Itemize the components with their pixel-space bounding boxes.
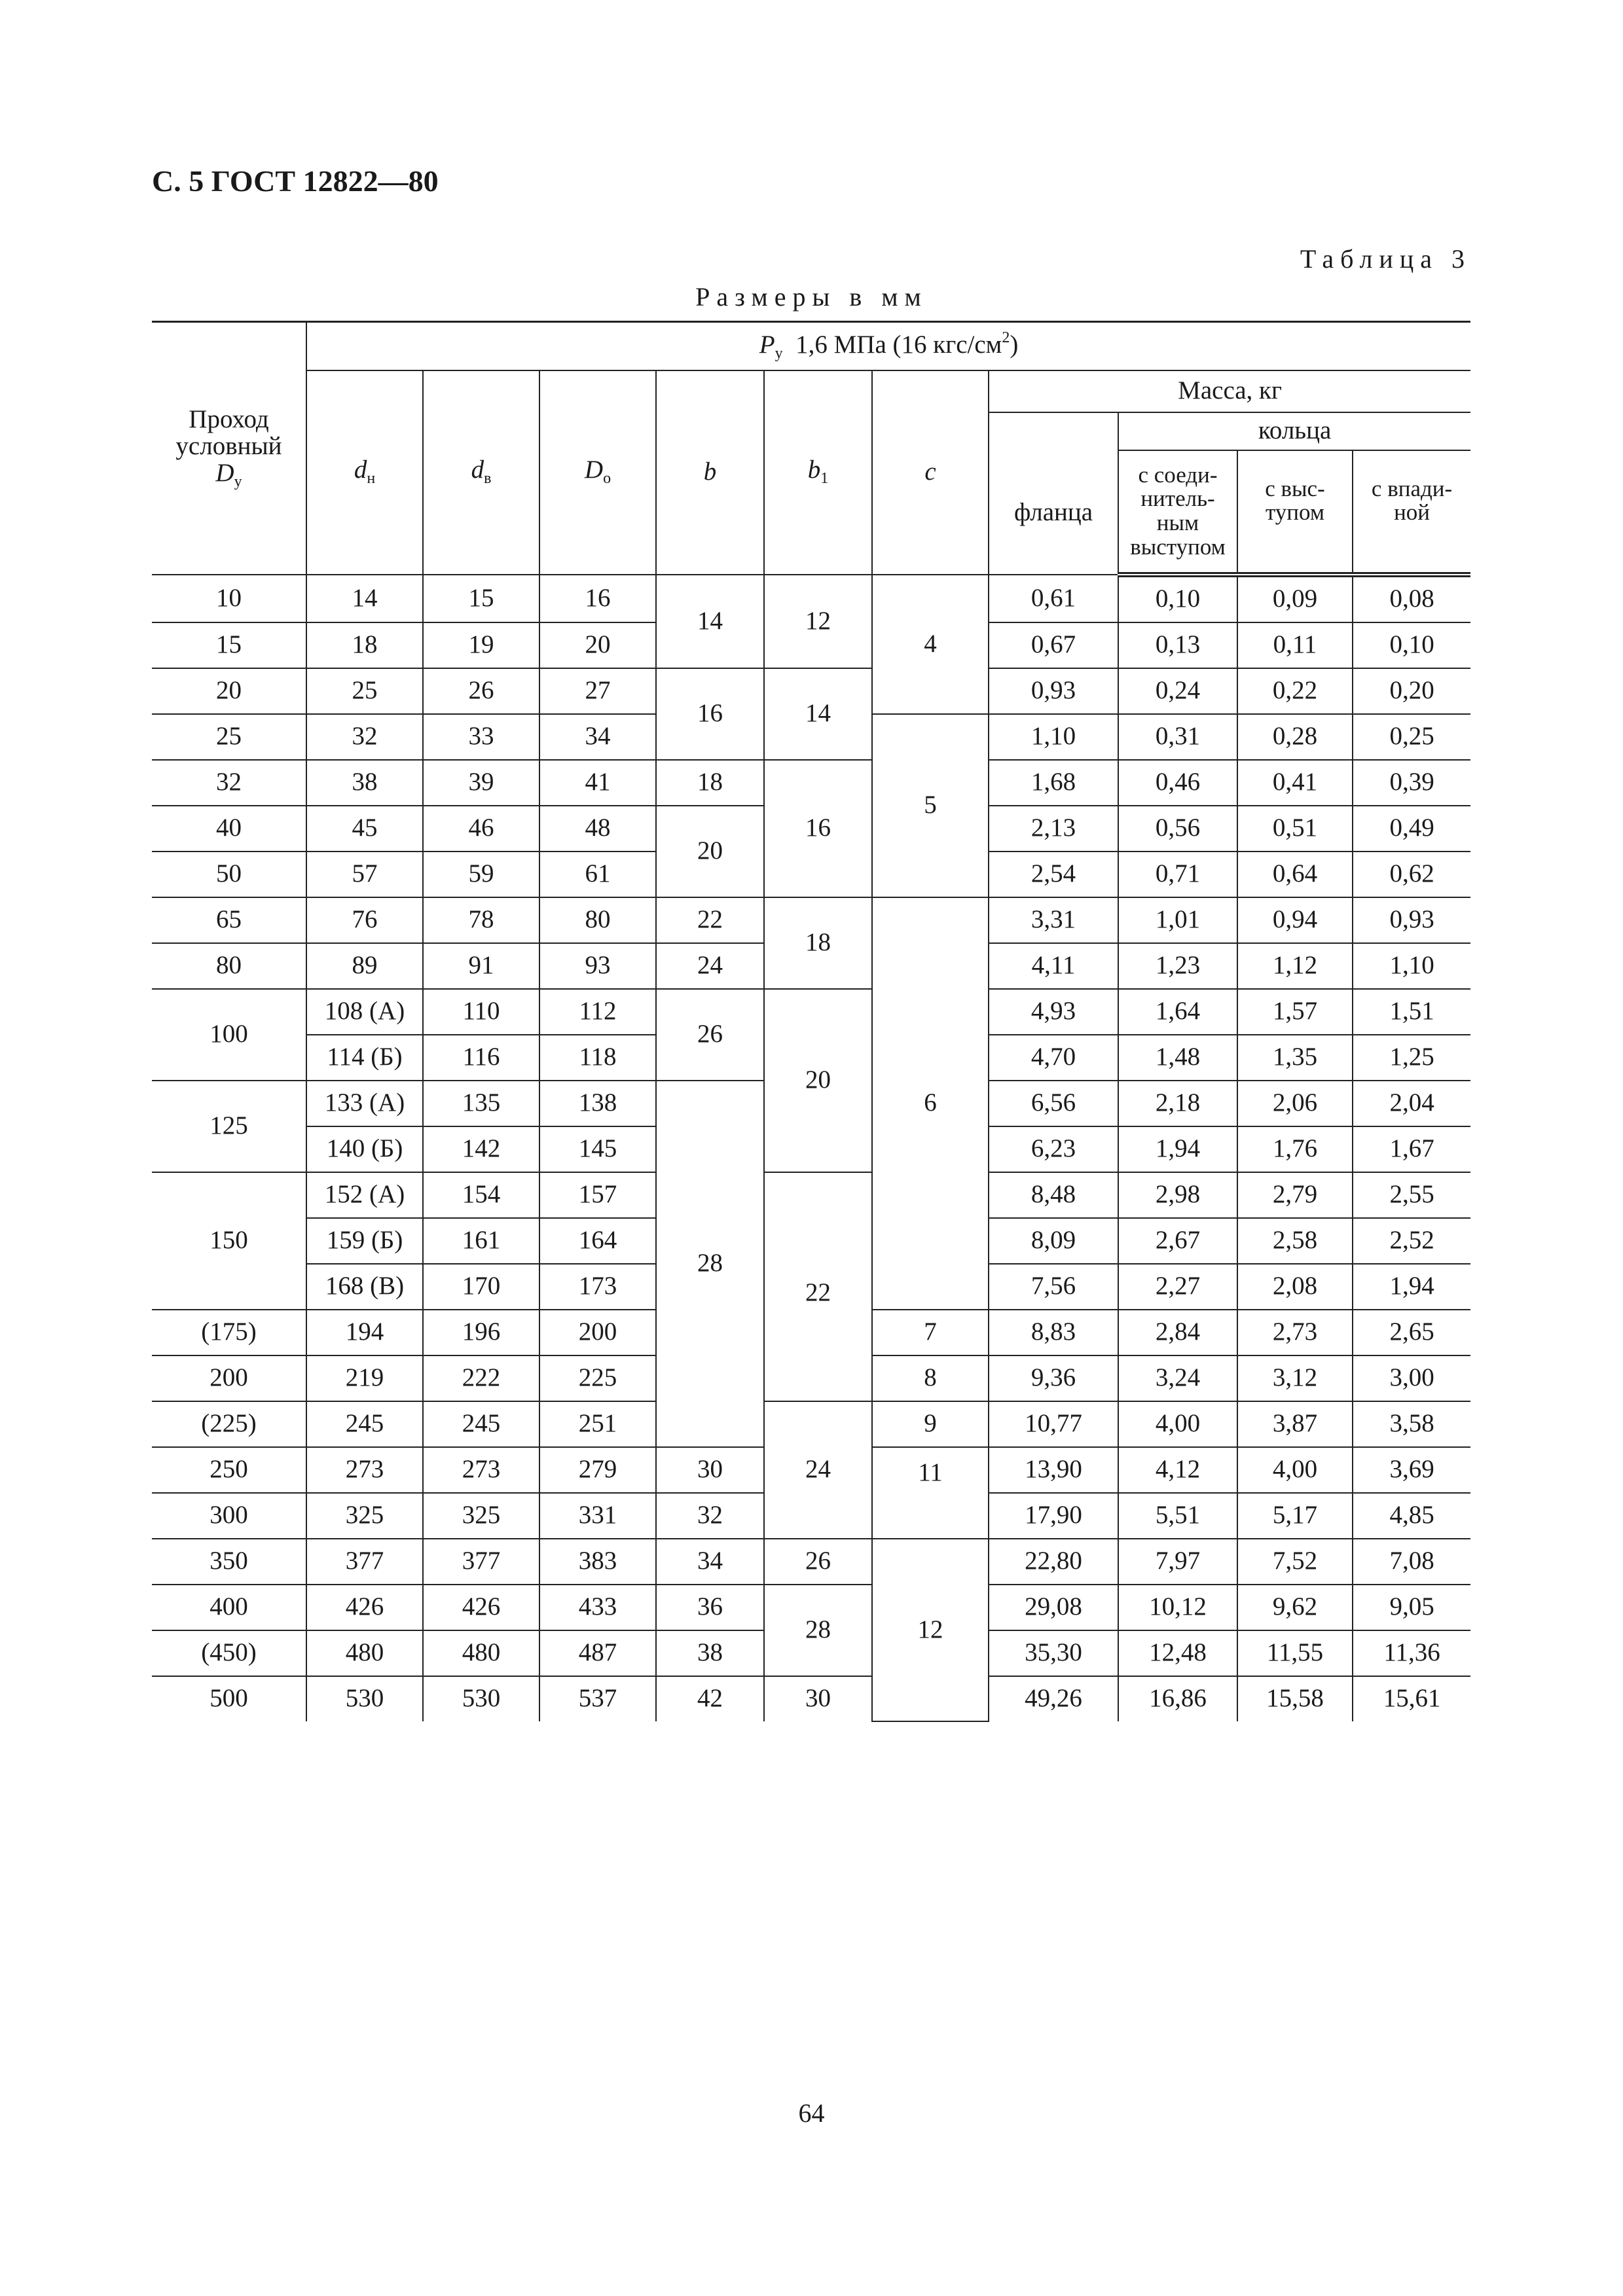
- cell-dn: 25: [306, 668, 423, 714]
- cell-mass-flange: 22,80: [989, 1539, 1118, 1585]
- cell-dy: 100: [152, 989, 306, 1081]
- cell-mass-ring1: 0,24: [1118, 668, 1237, 714]
- page-number: 64: [798, 2098, 825, 2128]
- cell-dy: 40: [152, 806, 306, 852]
- cell-mass-ring1: 3,24: [1118, 1355, 1237, 1401]
- cell-mass-ring2: 1,76: [1237, 1126, 1353, 1172]
- cell-mass-ring1: 1,48: [1118, 1035, 1237, 1081]
- header-b: b: [656, 370, 764, 575]
- cell-mass-ring1: 0,31: [1118, 714, 1237, 760]
- cell-mass-flange: 6,23: [989, 1126, 1118, 1172]
- cell-mass-ring2: 0,28: [1237, 714, 1353, 760]
- cell-b: 20: [656, 806, 764, 897]
- cell-mass-flange: 9,36: [989, 1355, 1118, 1401]
- cell-b: 26: [656, 989, 764, 1081]
- cell-dv: 142: [423, 1126, 539, 1172]
- cell-do: 537: [539, 1676, 656, 1721]
- cell-dn: 18: [306, 622, 423, 668]
- table-row: [152, 1172, 1470, 1218]
- cell-mass-ring3: 2,04: [1353, 1081, 1470, 1126]
- cell-mass-flange: 4,93: [989, 989, 1118, 1035]
- cell-c: 11: [872, 1447, 989, 1539]
- cell-b1: 14: [764, 668, 872, 760]
- cell-do: 383: [539, 1539, 656, 1585]
- cell-mass-flange: 49,26: [989, 1676, 1118, 1721]
- cell-do: 34: [539, 714, 656, 760]
- flange-dimensions-table: [152, 321, 1470, 1722]
- cell-dn: 480: [306, 1630, 423, 1676]
- cell-do: 251: [539, 1401, 656, 1447]
- cell-do: 93: [539, 943, 656, 989]
- cell-b1: 12: [764, 575, 872, 668]
- cell-dn: 426: [306, 1585, 423, 1630]
- cell-dv: 480: [423, 1630, 539, 1676]
- cell-mass-ring3: 0,93: [1353, 897, 1470, 943]
- cell-mass-flange: 0,93: [989, 668, 1118, 714]
- header-dy: Проход условный $D_у$: [152, 322, 306, 575]
- cell-dv: 377: [423, 1539, 539, 1585]
- cell-b1: 24: [764, 1401, 872, 1539]
- cell-mass-ring2: 1,12: [1237, 943, 1353, 989]
- cell-dn: 245: [306, 1401, 423, 1447]
- cell-c: 8: [872, 1355, 989, 1401]
- cell-mass-ring2: 0,22: [1237, 668, 1353, 714]
- cell-b: 34: [656, 1539, 764, 1585]
- cell-dv: 273: [423, 1447, 539, 1493]
- cell-mass-flange: 4,11: [989, 943, 1118, 989]
- cell-dy: 350: [152, 1539, 306, 1585]
- cell-mass-ring2: 0,51: [1237, 806, 1353, 852]
- cell-mass-ring2: 0,41: [1237, 760, 1353, 806]
- cell-mass-ring1: 0,56: [1118, 806, 1237, 852]
- cell-mass-ring2: 11,55: [1237, 1630, 1353, 1676]
- cell-mass-ring2: 9,62: [1237, 1585, 1353, 1630]
- cell-mass-flange: 3,31: [989, 897, 1118, 943]
- cell-dn: 377: [306, 1539, 423, 1585]
- cell-dn: 530: [306, 1676, 423, 1721]
- cell-do: 145: [539, 1126, 656, 1172]
- cell-b: 42: [656, 1676, 764, 1721]
- cell-mass-ring3: 7,08: [1353, 1539, 1470, 1585]
- cell-mass-flange: 0,67: [989, 622, 1118, 668]
- cell-mass-flange: 1,10: [989, 714, 1118, 760]
- cell-dv: 135: [423, 1081, 539, 1126]
- cell-b: 14: [656, 575, 764, 668]
- cell-mass-flange: 0,61: [989, 575, 1118, 622]
- cell-mass-ring1: 10,12: [1118, 1585, 1237, 1630]
- header-py: $P_у$ 1,6 МПа (16 кгс/$см^2$): [306, 322, 1470, 370]
- cell-do: 112: [539, 989, 656, 1035]
- cell-mass-ring1: 12,48: [1118, 1630, 1237, 1676]
- cell-b: 30: [656, 1447, 764, 1493]
- cell-dn: 76: [306, 897, 423, 943]
- cell-mass-ring2: 0,64: [1237, 852, 1353, 897]
- cell-mass-ring3: 3,00: [1353, 1355, 1470, 1401]
- cell-mass-ring1: 2,67: [1118, 1218, 1237, 1264]
- cell-dv: 91: [423, 943, 539, 989]
- header-b1: $b_1$: [764, 370, 872, 575]
- cell-b1: 26: [764, 1539, 872, 1585]
- cell-dn: 133 (А): [306, 1081, 423, 1126]
- cell-do: 41: [539, 760, 656, 806]
- header-ring-recess: с впади- ной: [1353, 450, 1470, 575]
- cell-do: 20: [539, 622, 656, 668]
- cell-mass-ring3: 15,61: [1353, 1676, 1470, 1721]
- cell-dv: 154: [423, 1172, 539, 1218]
- cell-mass-ring3: 3,69: [1353, 1447, 1470, 1493]
- header-dv: $d_в$: [423, 370, 539, 575]
- cell-do: 118: [539, 1035, 656, 1081]
- cell-dn: 159 (Б): [306, 1218, 423, 1264]
- table-row: [152, 1676, 1470, 1721]
- cell-b: 24: [656, 943, 764, 989]
- cell-dy: 80: [152, 943, 306, 989]
- cell-dv: 59: [423, 852, 539, 897]
- cell-dn: 219: [306, 1355, 423, 1401]
- cell-mass-flange: 1,68: [989, 760, 1118, 806]
- cell-mass-ring2: 15,58: [1237, 1676, 1353, 1721]
- cell-do: 27: [539, 668, 656, 714]
- cell-dn: 168 (В): [306, 1264, 423, 1310]
- cell-dv: 39: [423, 760, 539, 806]
- cell-mass-ring3: 1,25: [1353, 1035, 1470, 1081]
- cell-do: 80: [539, 897, 656, 943]
- cell-mass-ring2: 2,06: [1237, 1081, 1353, 1126]
- cell-do: 279: [539, 1447, 656, 1493]
- cell-mass-ring1: 1,94: [1118, 1126, 1237, 1172]
- cell-mass-ring2: 0,11: [1237, 622, 1353, 668]
- cell-mass-flange: 6,56: [989, 1081, 1118, 1126]
- cell-dv: 245: [423, 1401, 539, 1447]
- cell-mass-ring3: 0,49: [1353, 806, 1470, 852]
- cell-mass-ring2: 2,79: [1237, 1172, 1353, 1218]
- cell-mass-flange: 29,08: [989, 1585, 1118, 1630]
- cell-mass-ring1: 2,84: [1118, 1310, 1237, 1355]
- header-ring-joint: с соеди- нитель- ным выступом: [1118, 450, 1237, 575]
- cell-dy: 65: [152, 897, 306, 943]
- cell-mass-ring1: 2,18: [1118, 1081, 1237, 1126]
- cell-mass-ring2: 2,08: [1237, 1264, 1353, 1310]
- cell-dv: 46: [423, 806, 539, 852]
- cell-b: 32: [656, 1493, 764, 1539]
- cell-dv: 170: [423, 1264, 539, 1310]
- cell-mass-ring1: 1,01: [1118, 897, 1237, 943]
- cell-dy: 400: [152, 1585, 306, 1630]
- cell-mass-ring2: 5,17: [1237, 1493, 1353, 1539]
- header-ring-raised: с выс- тупом: [1237, 450, 1353, 575]
- table-row: [152, 897, 1470, 943]
- cell-do: 225: [539, 1355, 656, 1401]
- cell-mass-ring1: 0,71: [1118, 852, 1237, 897]
- cell-mass-ring3: 2,55: [1353, 1172, 1470, 1218]
- cell-do: 487: [539, 1630, 656, 1676]
- cell-dn: 140 (Б): [306, 1126, 423, 1172]
- cell-do: 138: [539, 1081, 656, 1126]
- cell-dv: 33: [423, 714, 539, 760]
- cell-mass-ring3: 1,67: [1353, 1126, 1470, 1172]
- cell-mass-ring2: 2,58: [1237, 1218, 1353, 1264]
- table-row: [152, 1539, 1470, 1585]
- cell-b1: 18: [764, 897, 872, 989]
- cell-mass-ring1: 7,97: [1118, 1539, 1237, 1585]
- header-flange: фланца: [989, 412, 1118, 575]
- cell-mass-ring1: 4,12: [1118, 1447, 1237, 1493]
- cell-b: 22: [656, 897, 764, 943]
- cell-dv: 110: [423, 989, 539, 1035]
- cell-dn: 89: [306, 943, 423, 989]
- cell-b1: 22: [764, 1172, 872, 1401]
- cell-dy: 300: [152, 1493, 306, 1539]
- cell-dn: 273: [306, 1447, 423, 1493]
- cell-dv: 161: [423, 1218, 539, 1264]
- cell-b1: 30: [764, 1676, 872, 1721]
- cell-mass-flange: 17,90: [989, 1493, 1118, 1539]
- cell-mass-ring3: 1,94: [1353, 1264, 1470, 1310]
- cell-dv: 530: [423, 1676, 539, 1721]
- cell-dv: 15: [423, 575, 539, 622]
- cell-mass-flange: 8,09: [989, 1218, 1118, 1264]
- cell-b1: 20: [764, 989, 872, 1172]
- header-dn: $d_н$: [306, 370, 423, 575]
- cell-do: 16: [539, 575, 656, 622]
- cell-c: 6: [872, 897, 989, 1310]
- cell-dy: 200: [152, 1355, 306, 1401]
- cell-mass-ring3: 1,10: [1353, 943, 1470, 989]
- cell-dy: 500: [152, 1676, 306, 1721]
- cell-b: 36: [656, 1585, 764, 1630]
- cell-mass-ring3: 0,10: [1353, 622, 1470, 668]
- cell-mass-ring3: 2,65: [1353, 1310, 1470, 1355]
- cell-dv: 26: [423, 668, 539, 714]
- cell-mass-ring2: 4,00: [1237, 1447, 1353, 1493]
- cell-dy: 50: [152, 852, 306, 897]
- cell-mass-ring2: 1,57: [1237, 989, 1353, 1035]
- cell-mass-ring3: 9,05: [1353, 1585, 1470, 1630]
- cell-dn: 152 (А): [306, 1172, 423, 1218]
- cell-dv: 426: [423, 1585, 539, 1630]
- cell-mass-ring3: 0,20: [1353, 668, 1470, 714]
- cell-b: 38: [656, 1630, 764, 1676]
- cell-mass-ring3: 11,36: [1353, 1630, 1470, 1676]
- table-row: [152, 760, 1470, 806]
- cell-mass-ring1: 1,64: [1118, 989, 1237, 1035]
- cell-mass-flange: 35,30: [989, 1630, 1118, 1676]
- cell-dy: 20: [152, 668, 306, 714]
- cell-mass-ring3: 0,25: [1353, 714, 1470, 760]
- cell-b: 16: [656, 668, 764, 760]
- cell-do: 61: [539, 852, 656, 897]
- cell-dv: 325: [423, 1493, 539, 1539]
- cell-mass-ring2: 3,12: [1237, 1355, 1353, 1401]
- cell-mass-flange: 8,83: [989, 1310, 1118, 1355]
- cell-mass-ring3: 3,58: [1353, 1401, 1470, 1447]
- cell-c: 9: [872, 1401, 989, 1447]
- cell-c: 7: [872, 1310, 989, 1355]
- cell-dy: 10: [152, 575, 306, 622]
- units-caption: Размеры в мм: [695, 282, 928, 312]
- cell-mass-ring3: 0,08: [1353, 575, 1470, 622]
- table-row: [152, 989, 1470, 1035]
- cell-do: 200: [539, 1310, 656, 1355]
- cell-mass-ring3: 1,51: [1353, 989, 1470, 1035]
- cell-mass-flange: 13,90: [989, 1447, 1118, 1493]
- cell-b1: 28: [764, 1585, 872, 1676]
- cell-do: 48: [539, 806, 656, 852]
- cell-mass-flange: 4,70: [989, 1035, 1118, 1081]
- cell-mass-ring2: 7,52: [1237, 1539, 1353, 1585]
- cell-b: 18: [656, 760, 764, 806]
- cell-dy: 32: [152, 760, 306, 806]
- cell-mass-ring3: 4,85: [1353, 1493, 1470, 1539]
- cell-mass-ring2: 2,73: [1237, 1310, 1353, 1355]
- cell-dn: 14: [306, 575, 423, 622]
- cell-b1: 16: [764, 760, 872, 897]
- cell-mass-ring3: 0,62: [1353, 852, 1470, 897]
- cell-mass-ring2: 1,35: [1237, 1035, 1353, 1081]
- cell-dv: 116: [423, 1035, 539, 1081]
- cell-mass-ring3: 0,39: [1353, 760, 1470, 806]
- cell-dy: (450): [152, 1630, 306, 1676]
- cell-dy: (225): [152, 1401, 306, 1447]
- cell-c: 12: [872, 1539, 989, 1721]
- header-rings: кольца: [1118, 412, 1470, 450]
- cell-mass-ring1: 0,46: [1118, 760, 1237, 806]
- cell-do: 331: [539, 1493, 656, 1539]
- cell-c: 5: [872, 714, 989, 897]
- cell-dy: 125: [152, 1081, 306, 1172]
- cell-dv: 78: [423, 897, 539, 943]
- cell-do: 157: [539, 1172, 656, 1218]
- cell-dy: 15: [152, 622, 306, 668]
- cell-mass-ring2: 0,09: [1237, 575, 1353, 622]
- cell-dn: 325: [306, 1493, 423, 1539]
- cell-mass-ring1: 5,51: [1118, 1493, 1237, 1539]
- cell-mass-ring2: 0,94: [1237, 897, 1353, 943]
- cell-mass-flange: 7,56: [989, 1264, 1118, 1310]
- cell-dy: (175): [152, 1310, 306, 1355]
- cell-dv: 19: [423, 622, 539, 668]
- cell-dn: 194: [306, 1310, 423, 1355]
- header-mass: Масса, кг: [989, 370, 1470, 412]
- header-do: $D_о$: [539, 370, 656, 575]
- cell-mass-ring1: 16,86: [1118, 1676, 1237, 1721]
- table-row: [152, 668, 1470, 714]
- cell-mass-flange: 2,13: [989, 806, 1118, 852]
- page-header: С. 5 ГОСТ 12822—80: [152, 164, 439, 198]
- cell-mass-ring1: 0,13: [1118, 622, 1237, 668]
- cell-dn: 57: [306, 852, 423, 897]
- cell-dy: 250: [152, 1447, 306, 1493]
- cell-dn: 114 (Б): [306, 1035, 423, 1081]
- cell-do: 433: [539, 1585, 656, 1630]
- cell-dy: 25: [152, 714, 306, 760]
- cell-mass-ring2: 3,87: [1237, 1401, 1353, 1447]
- cell-mass-ring1: 0,10: [1118, 575, 1237, 622]
- table-row: [152, 575, 1470, 622]
- cell-dn: 108 (А): [306, 989, 423, 1035]
- table-label: Таблица 3: [1300, 244, 1471, 274]
- cell-mass-flange: 8,48: [989, 1172, 1118, 1218]
- cell-mass-ring1: 2,27: [1118, 1264, 1237, 1310]
- cell-mass-flange: 2,54: [989, 852, 1118, 897]
- cell-mass-ring1: 4,00: [1118, 1401, 1237, 1447]
- cell-mass-flange: 10,77: [989, 1401, 1118, 1447]
- cell-mass-ring1: 1,23: [1118, 943, 1237, 989]
- header-c: c: [872, 370, 989, 575]
- table-row: [152, 1585, 1470, 1630]
- cell-dn: 32: [306, 714, 423, 760]
- cell-do: 173: [539, 1264, 656, 1310]
- cell-do: 164: [539, 1218, 656, 1264]
- table-row: [152, 1401, 1470, 1447]
- cell-dv: 222: [423, 1355, 539, 1401]
- cell-dy: 150: [152, 1172, 306, 1310]
- cell-dn: 45: [306, 806, 423, 852]
- cell-mass-ring3: 2,52: [1353, 1218, 1470, 1264]
- cell-mass-ring1: 2,98: [1118, 1172, 1237, 1218]
- cell-dv: 196: [423, 1310, 539, 1355]
- cell-dn: 38: [306, 760, 423, 806]
- cell-c: 4: [872, 575, 989, 714]
- cell-b: 28: [656, 1081, 764, 1447]
